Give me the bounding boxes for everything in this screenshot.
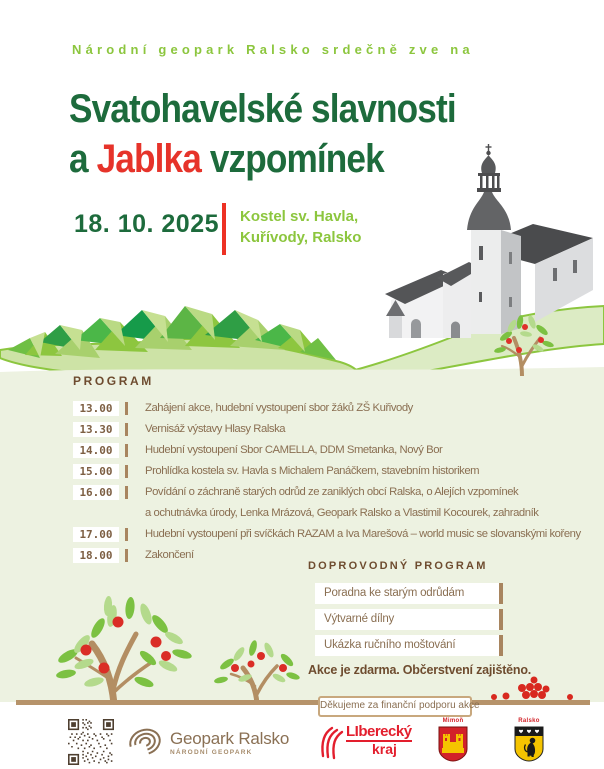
- venue: [240, 206, 361, 248]
- time-badge: 13.00: [73, 401, 119, 416]
- liberecky-line1: LIberecký: [346, 723, 412, 740]
- tick-bar: [125, 423, 128, 436]
- schedule-text-continuation: a ochutnávka úrody, Lenka Mrázová, Geopark Ralsko a Vlastimil Kocourek, zahradník: [145, 507, 539, 519]
- mimon-crest: [436, 718, 470, 767]
- venue-line-2: Kuřívody, Ralsko: [240, 229, 362, 246]
- apple-tree-large: [48, 594, 203, 704]
- free-entry-note: Akce je zdarma. Občerstvení zajištěno.: [308, 663, 532, 677]
- time-badge: 13.30: [73, 422, 119, 437]
- tick-bar: [125, 465, 128, 478]
- ground-line: [16, 700, 590, 705]
- schedule-text: Zahájení akce, hudební vystoupení sbor žáků ZŠ Kuřivody: [145, 402, 413, 414]
- tick-bar: [125, 444, 128, 457]
- invite-line: Národní geopark Ralsko srdečně zve na: [72, 42, 474, 57]
- tick-bar: [125, 402, 128, 415]
- apple-tree-hill: [492, 310, 556, 376]
- program-schedule: [73, 401, 593, 569]
- date-venue-divider: [222, 203, 226, 255]
- program-heading: PROGRAM: [73, 374, 154, 388]
- geopark-spiral-icon: [126, 722, 164, 762]
- schedule-row: [73, 464, 593, 479]
- mimon-shield-icon: [438, 726, 468, 762]
- church-illustration: [383, 142, 601, 338]
- schedule-text: Povídání o záchraně starých odrůd ze zaniklých obcí Ralska, o Alejích vzpomínek a ochutnávka úrody, Lenka Mrázová, Geopark Ralsko a Vlastimil Kocourek, zahradník: [145, 486, 539, 519]
- title-highlight: Jablka: [96, 137, 201, 181]
- geopark-ralsko-logo: [126, 722, 289, 762]
- side-program-item: Ukázka ručního moštování: [315, 635, 503, 656]
- thanks-badge: Děkujeme za finanční podporu akce: [318, 696, 472, 717]
- time-badge: 17.00: [73, 527, 119, 542]
- schedule-text: Hudební vystoupení při svíčkách RAZAM a Iva Marešová – world music se slovanskými kořeny: [145, 528, 581, 540]
- liberecky-kraj-logo: [318, 724, 412, 762]
- side-program-item: Výtvarné dílny: [315, 609, 503, 630]
- liberecky-arcs-icon: [318, 724, 344, 762]
- qr-code: [68, 719, 114, 765]
- tick-bar: [125, 486, 128, 499]
- tick-bar: [499, 583, 503, 604]
- apple-tree-small: [205, 636, 310, 704]
- title-line-1: Svatohavelské slavnosti: [69, 87, 456, 131]
- time-badge: 14.00: [73, 443, 119, 458]
- time-badge: 16.00: [73, 485, 119, 500]
- schedule-row: [73, 422, 593, 437]
- schedule-text: Prohlídka kostela sv. Havla s Michalem Panáčkem, stavebním historikem: [145, 465, 480, 477]
- schedule-text: Zakončení: [145, 549, 194, 561]
- side-program-heading: DOPROVODNÝ PROGRAM: [308, 560, 488, 572]
- schedule-row: [73, 443, 593, 458]
- schedule-text: Vernisáž výstavy Hlasy Ralska: [145, 423, 286, 435]
- liberecky-line2: kraj: [372, 741, 397, 757]
- schedule-row: [73, 485, 593, 521]
- ralsko-shield-icon: [514, 726, 544, 762]
- tick-bar: [125, 549, 128, 562]
- schedule-row: [73, 401, 593, 416]
- schedule-text: Hudební vystoupení Sbor CAMELLA, DDM Smetanka, Nový Bor: [145, 444, 443, 456]
- ralsko-label: Ralsko: [518, 718, 540, 724]
- side-program-item: Poradna ke starým odrůdám: [315, 583, 503, 604]
- tick-bar: [125, 528, 128, 541]
- tick-bar: [499, 635, 503, 656]
- side-program: [308, 560, 503, 661]
- geopark-subtitle: NÁRODNÍ GEOPARK: [170, 748, 253, 756]
- schedule-row: [73, 527, 593, 542]
- ralsko-crest: [512, 718, 546, 767]
- time-badge: 18.00: [73, 548, 119, 563]
- tick-bar: [499, 609, 503, 630]
- apple-pile: [486, 674, 576, 702]
- time-badge: 15.00: [73, 464, 119, 479]
- venue-line-1: Kostel sv. Havla,: [240, 208, 359, 225]
- event-date: 18. 10. 2025: [74, 210, 220, 238]
- title-line-2: a Jablka vzpomínek: [69, 137, 384, 181]
- mimon-label: Mimoň: [442, 718, 464, 724]
- geopark-name: Geopark Ralsko: [170, 728, 290, 748]
